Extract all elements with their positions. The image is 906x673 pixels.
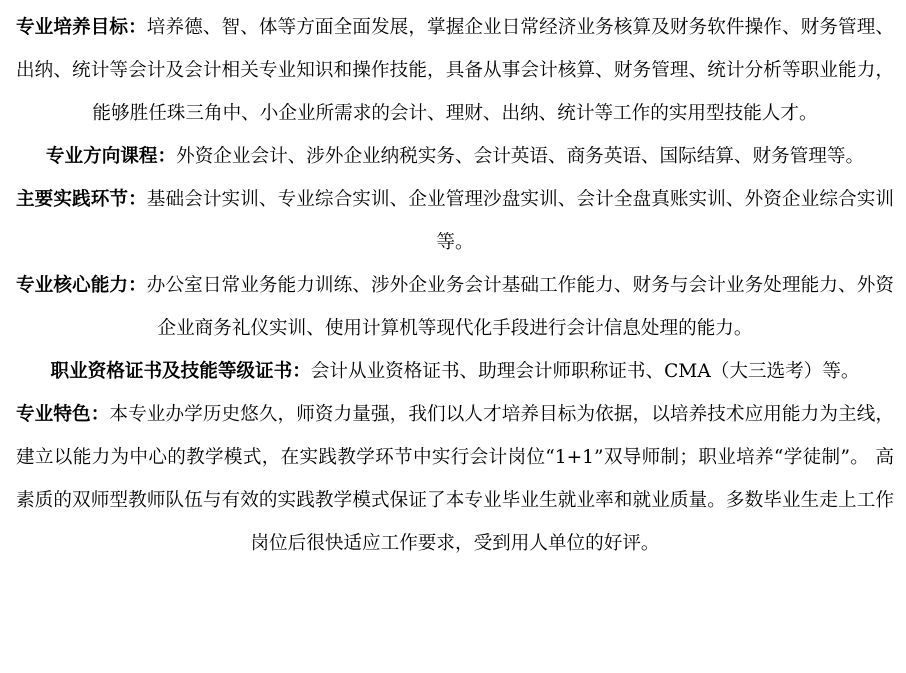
- section-text: 培养德、智、体等方面全面发展，掌握企业日常经济业务核算及财务软件操作、财务管理、出纳、统计等会计及会计相关专业知识和操作技能，具备从事会计核算、财务管理、统计分析等职业能力，能够胜任珠三角中、小企业所需求的会计、理财、出纳、统计等工作的实用型技能人才。: [16, 17, 894, 124]
- section-certificates: [16, 350, 894, 393]
- section-text: 会计从业资格证书、助理会计师职称证书、CMA（大三选考）等。: [310, 361, 860, 382]
- section-direction-courses: [16, 135, 894, 178]
- section-label: 主要实践环节：: [16, 189, 147, 210]
- section-training-goal: [16, 6, 894, 135]
- section-text: 外资企业会计、涉外企业纳税实务、会计英语、商务英语、国际结算、财务管理等。: [176, 146, 865, 167]
- section-text: 办公室日常业务能力训练、涉外企业务会计基础工作能力、财务与会计业务处理能力、外资企业商务礼仪实训、使用计算机等现代化手段进行会计信息处理的能力。: [146, 275, 894, 339]
- section-label: 专业特色：: [16, 404, 110, 425]
- section-text: 本专业办学历史悠久，师资力量强，我们以人才培养目标为依据，以培养技术应用能力为主线，建立以能力为中心的教学模式，在实践教学环节中实行会计岗位“1+1”双导师制；职业培养“学徒制”。 高素质的双师型教师队伍与有效的实践教学模式保证了本专业毕业生就业率和就业质量。多数毕业生走上工作岗位后很快适应工作要求，受到用人单位的好评。: [16, 404, 894, 554]
- section-label: 职业资格证书及技能等级证书：: [50, 361, 311, 382]
- section-practice: [16, 178, 894, 264]
- section-label: 专业培养目标：: [16, 17, 147, 38]
- section-core-abilities: [16, 264, 894, 350]
- section-label: 专业核心能力：: [16, 275, 147, 296]
- section-text: 基础会计实训、专业综合实训、企业管理沙盘实训、会计全盘真账实训、外资企业综合实训等。: [146, 189, 894, 253]
- section-features: [16, 393, 894, 565]
- section-label: 专业方向课程：: [45, 146, 177, 167]
